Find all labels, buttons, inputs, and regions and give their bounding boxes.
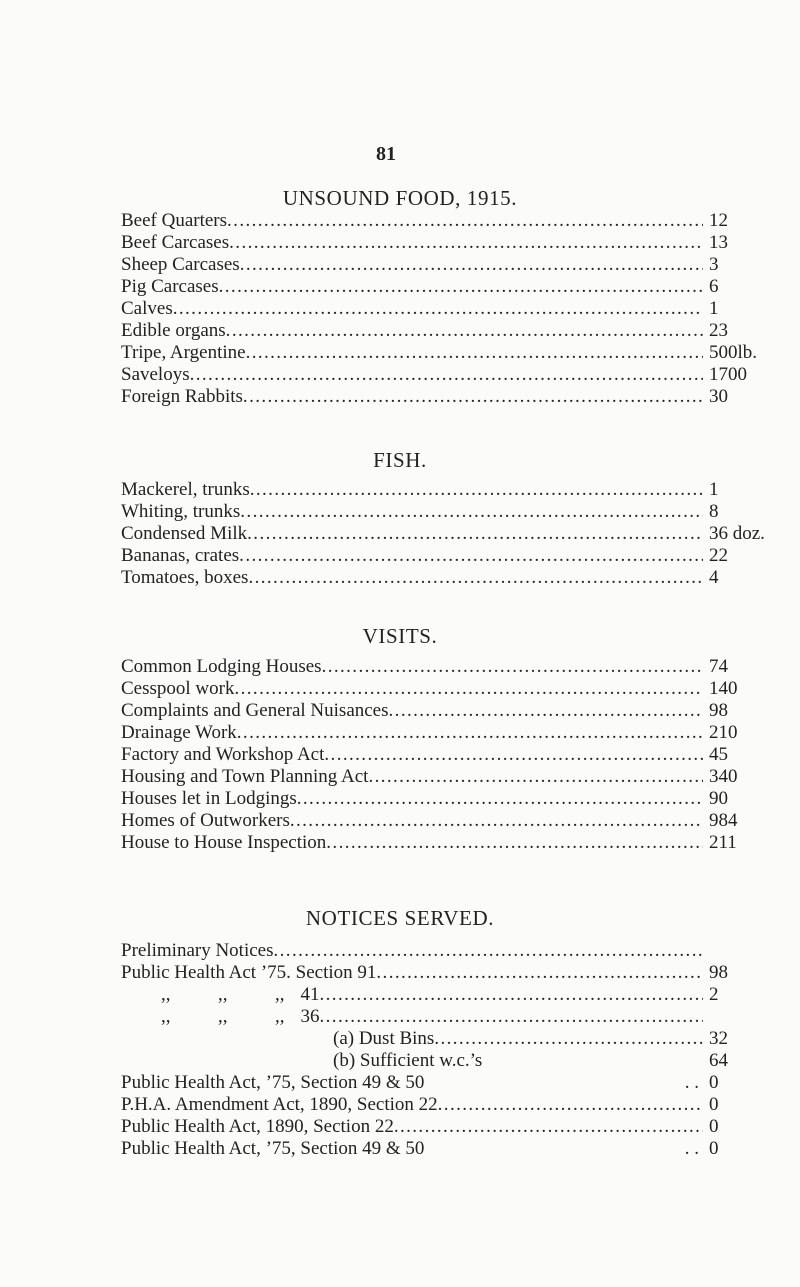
section-title-visits: VISITS. bbox=[362, 624, 438, 648]
list-item: (a) Dust Bins ..... 32 bbox=[121, 1028, 781, 1050]
ditto-marks: ,, ,, ,, bbox=[161, 1006, 285, 1027]
list-item: (b) Sufficient w.c.’s 64 bbox=[333, 1050, 728, 1071]
list-item: Bananas, crates ..... 22 bbox=[121, 545, 781, 567]
ditto-marks: ,, ,, ,, bbox=[161, 984, 285, 1005]
section-title-unsound-food: UNSOUND FOOD, 1915. bbox=[282, 186, 518, 210]
list-item: Edible organs ..... 23 bbox=[121, 320, 781, 342]
list-item: Saveloys ..... 1700 bbox=[121, 364, 781, 386]
list-item: Public Health Act ’75. Section 91 ..... 98 bbox=[121, 962, 781, 984]
list-item: Houses let in Lodgings ..... 90 bbox=[121, 788, 781, 810]
visits-list bbox=[121, 656, 781, 854]
notices-list bbox=[121, 940, 781, 1160]
list-item: Housing and Town Planning Act ..... 340 bbox=[121, 766, 781, 788]
page-number: 81 bbox=[376, 143, 396, 165]
fish-list bbox=[121, 479, 781, 589]
list-item: Common Lodging Houses ..... 74 bbox=[121, 656, 781, 678]
list-item: Preliminary Notices ..... bbox=[121, 940, 781, 962]
list-item: Complaints and General Nuisances ..... 98 bbox=[121, 700, 781, 722]
list-item: Public Health Act, ’75, Section 49 & 50 . . 0 bbox=[121, 1072, 719, 1093]
list-item: Condensed Milk ..... 36 doz. bbox=[121, 523, 781, 545]
list-item: Cesspool work ..... 140 bbox=[121, 678, 781, 700]
list-item: Public Health Act, ’75, Section 49 & 50 . . 0 bbox=[121, 1138, 719, 1159]
list-item: Public Health Act, 1890, Section 22 ..... 0 bbox=[121, 1116, 781, 1138]
list-item: ,, ,, ,, 36 ..... bbox=[121, 1006, 781, 1028]
list-item: Drainage Work ..... 210 bbox=[121, 722, 781, 744]
list-item: Whiting, trunks ..... 8 bbox=[121, 501, 781, 523]
section-title-notices-served: NOTICES SERVED. bbox=[305, 906, 495, 930]
list-item: Factory and Workshop Act ..... 45 bbox=[121, 744, 781, 766]
list-item: ,, ,, ,, 41 ..... 2 bbox=[121, 984, 781, 1006]
list-item: Beef Quarters ..... 12 bbox=[121, 210, 781, 232]
list-item: Tripe, Argentine ..... 500lb. bbox=[121, 342, 781, 364]
list-item: Pig Carcases ..... 6 bbox=[121, 276, 781, 298]
list-item: House to House Inspection ..... 211 bbox=[121, 832, 781, 854]
list-item: Tomatoes, boxes ..... 4 bbox=[121, 567, 781, 589]
list-item: Calves ..... 1 bbox=[121, 298, 781, 320]
list-item: P.H.A. Amendment Act, 1890, Section 22 ..... 0 bbox=[121, 1094, 781, 1116]
list-item: Beef Carcases ..... 13 bbox=[121, 232, 781, 254]
list-item: Sheep Carcases ..... 3 bbox=[121, 254, 781, 276]
unsound-food-list bbox=[121, 210, 781, 408]
list-item: Mackerel, trunks ..... 1 bbox=[121, 479, 781, 501]
list-item: Homes of Outworkers ..... 984 bbox=[121, 810, 781, 832]
section-title-fish: FISH. bbox=[373, 448, 427, 472]
list-item: Foreign Rabbits ..... 30 bbox=[121, 386, 781, 408]
